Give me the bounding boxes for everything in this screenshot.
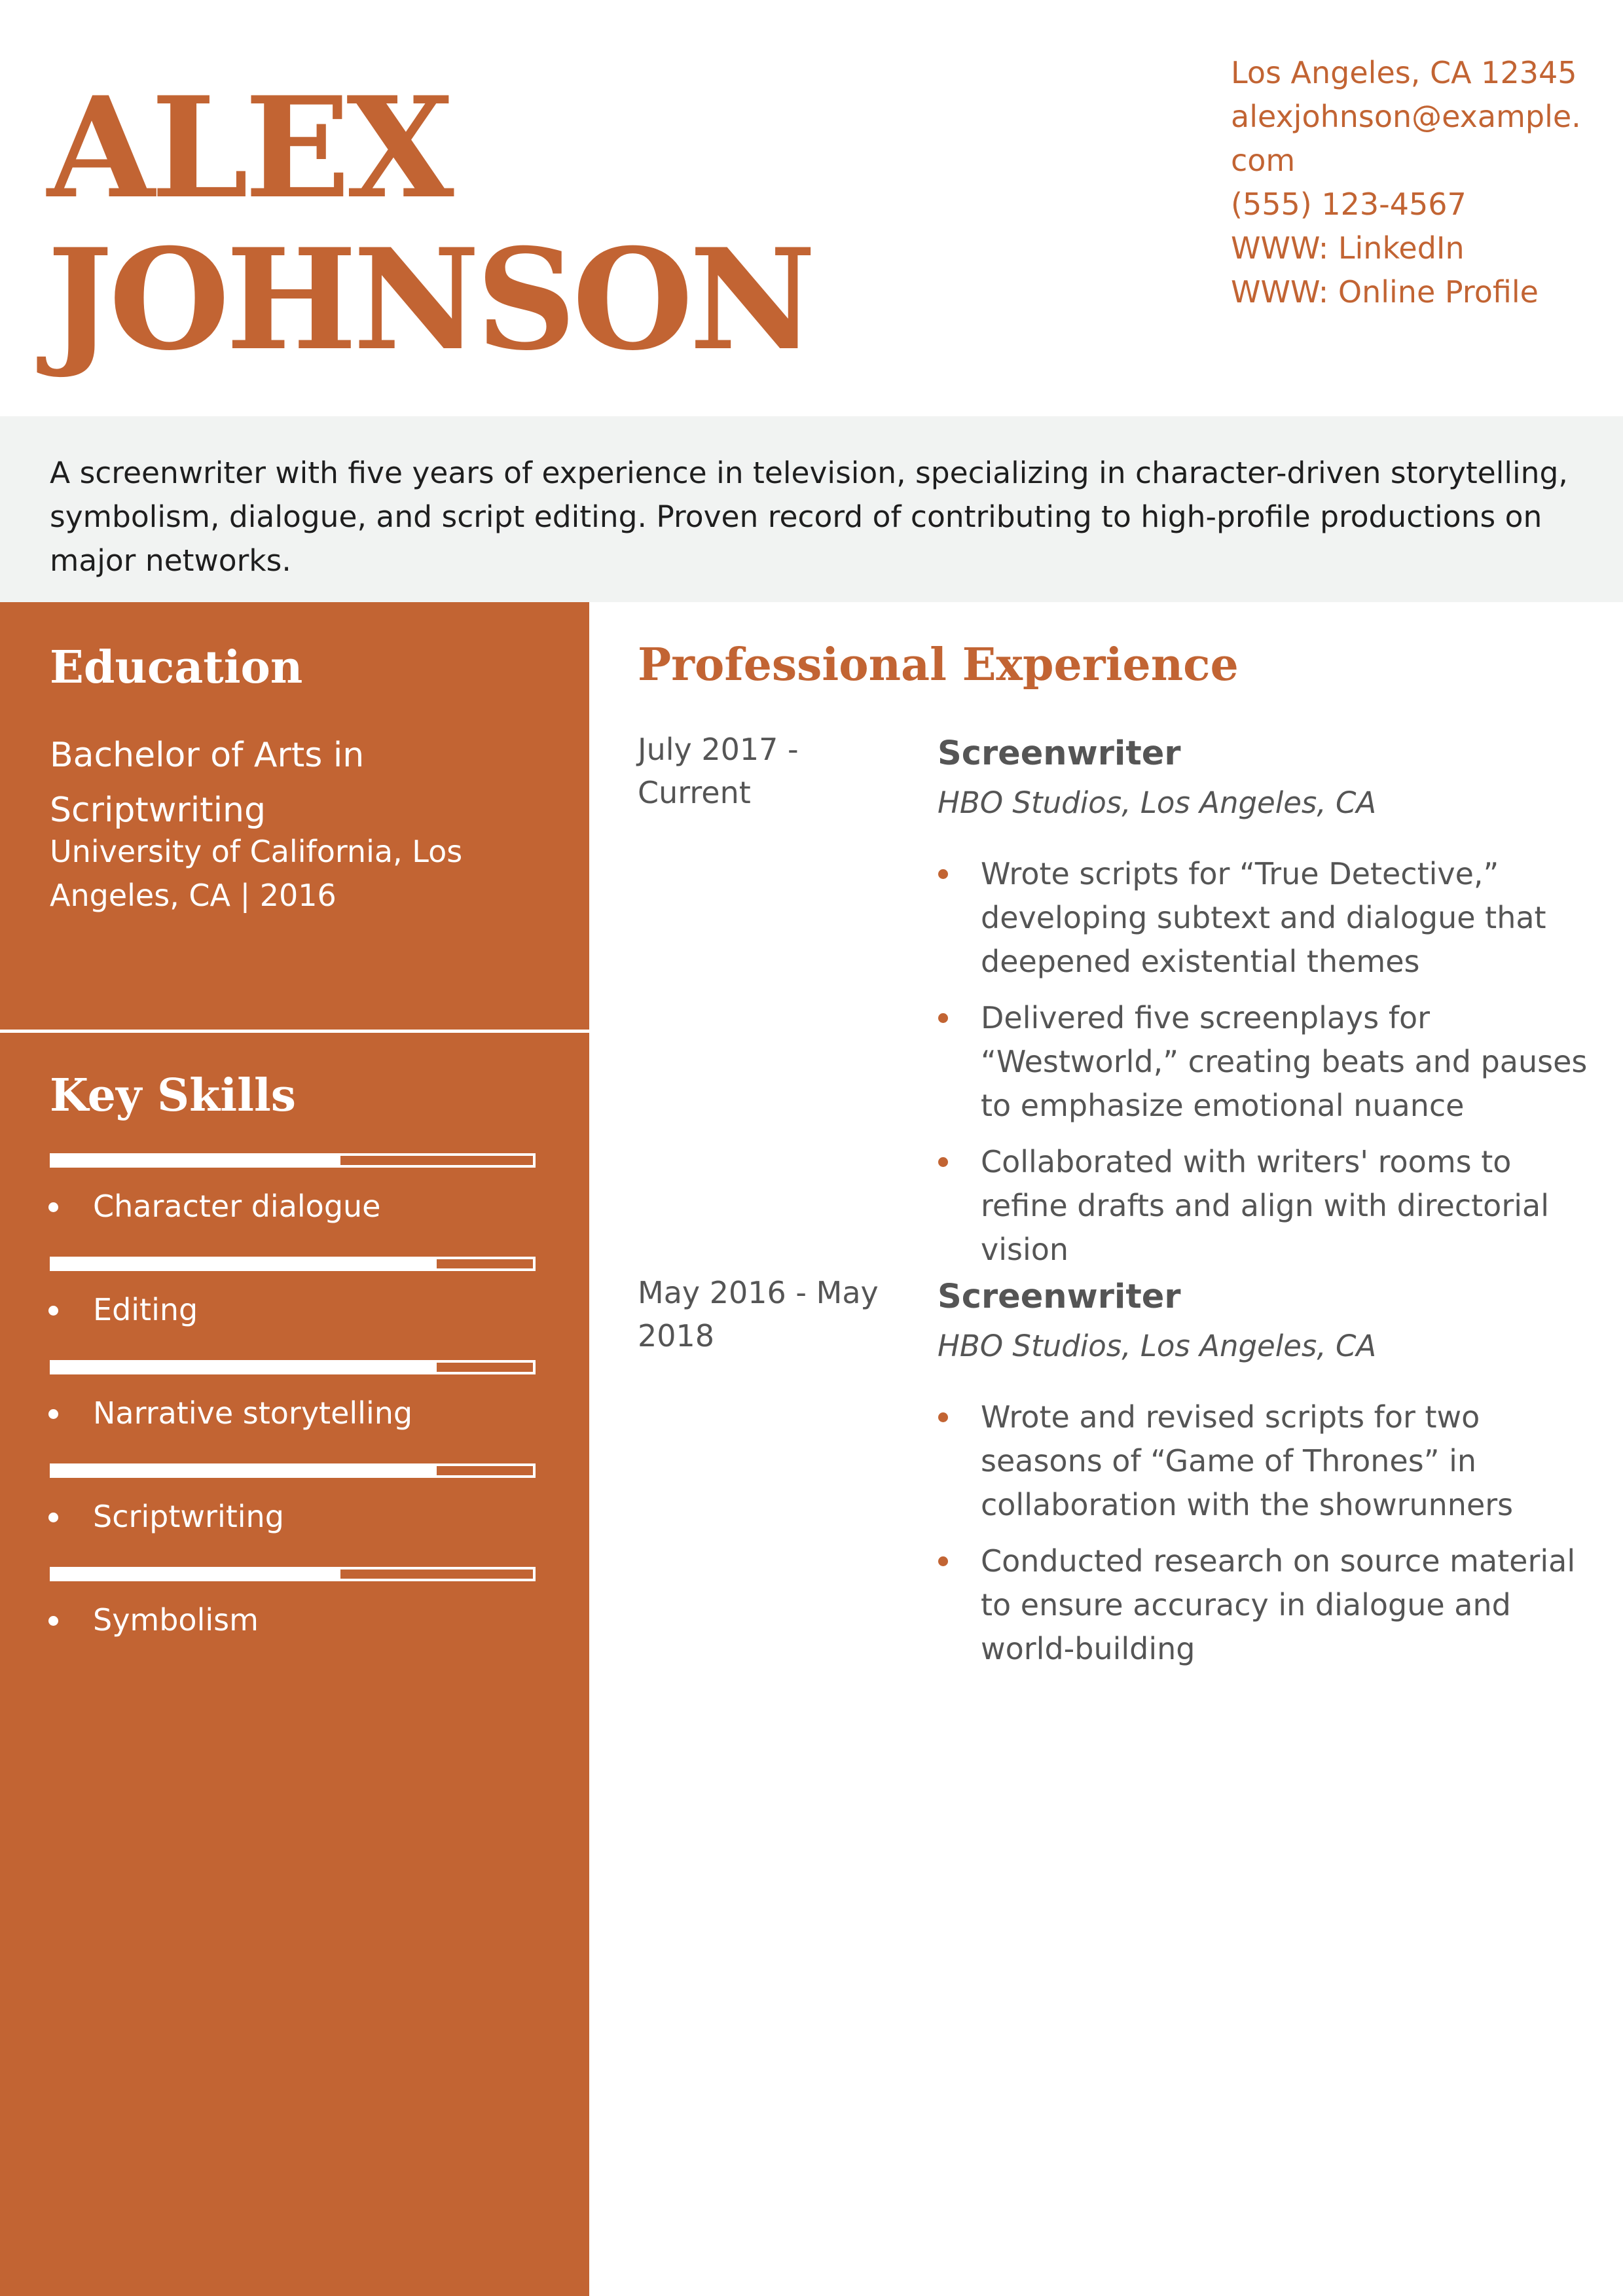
skills-heading: Key Skills [50, 1069, 297, 1122]
job-title: Screenwriter [938, 1278, 1181, 1316]
job-bullet: Delivered five screenplays for “Westworld,” creating beats and pauses to emphasize emotional nuance [981, 1000, 1588, 1123]
bullet-icon [48, 1616, 58, 1626]
skill-level-fill [52, 1466, 437, 1475]
job-company: HBO Studios, Los Angeles, CA [938, 785, 1377, 820]
job-bullet: Collaborated with writers' rooms to refine drafts and align with directorial vision [981, 1144, 1549, 1267]
experience-heading: Professional Experience [638, 639, 1239, 691]
job-bullet: Conducted research on source material to ensure accuracy in dialogue and world-building [981, 1543, 1576, 1666]
skill-label: Editing [93, 1292, 198, 1327]
sidebar-divider [0, 1030, 589, 1033]
first-name: ALEX [47, 66, 450, 229]
education-degree: Bachelor of Arts in Scriptwriting [50, 736, 365, 830]
skill-level-fill [52, 1156, 340, 1165]
skill-level-fill [52, 1259, 437, 1268]
bullet-icon [938, 869, 948, 879]
job-company: HBO Studios, Los Angeles, CA [938, 1329, 1377, 1363]
summary-band [0, 416, 1623, 602]
bullet-icon [48, 1202, 58, 1212]
contact-email-continued[interactable]: com [1231, 143, 1296, 178]
job-bullet: Wrote and revised scripts for two seasons of “Game of Thrones” in collaboration with the showrunners [981, 1399, 1514, 1522]
contact-info [1231, 51, 1597, 314]
contact-email[interactable]: alexjohnson@example. [1231, 99, 1581, 134]
skill-level-fill [52, 1570, 340, 1579]
contact-phone[interactable]: (555) 123-4567 [1231, 187, 1467, 222]
summary-text: A screenwriter with five years of experience in television, specializing in character-driven storytelling, symbolism, dialogue, and script editing. Proven record of contributing to high-profile productions on major networks. [50, 456, 1568, 578]
skill-level-fill [52, 1363, 437, 1372]
contact-linkedin-link[interactable]: WWW: LinkedIn [1231, 230, 1465, 266]
education-heading: Education [50, 641, 303, 694]
bullet-icon [48, 1306, 58, 1316]
skill-label: Narrative storytelling [93, 1395, 413, 1431]
skill-level-bar [50, 1463, 536, 1478]
job-bullet: Wrote scripts for “True Detective,” developing subtext and dialogue that deepened existential themes [981, 856, 1546, 979]
bullet-icon [938, 1412, 948, 1422]
bullet-icon [938, 1013, 948, 1023]
bullet-icon [48, 1513, 58, 1522]
job-dates: July 2017 - Current [638, 732, 799, 810]
bullet-icon [48, 1409, 58, 1419]
contact-location: Los Angeles, CA 12345 [1231, 55, 1577, 90]
skill-label: Character dialogue [93, 1189, 381, 1224]
last-name: JOHNSON [47, 218, 812, 381]
skill-label: Symbolism [93, 1602, 259, 1638]
job-title: Screenwriter [938, 734, 1181, 773]
sidebar [0, 602, 589, 2296]
skill-level-bar [50, 1360, 536, 1374]
education-school: University of California, Los Angeles, CA | 2016 [50, 834, 463, 913]
skill-label: Scriptwriting [93, 1499, 284, 1534]
skill-level-bar [50, 1153, 536, 1168]
skill-level-bar [50, 1257, 536, 1271]
bullet-icon [938, 1556, 948, 1566]
bullet-icon [938, 1157, 948, 1167]
job-dates: May 2016 - May 2018 [638, 1275, 879, 1354]
contact-profile-link[interactable]: WWW: Online Profile [1231, 274, 1539, 310]
skill-level-bar [50, 1567, 536, 1581]
